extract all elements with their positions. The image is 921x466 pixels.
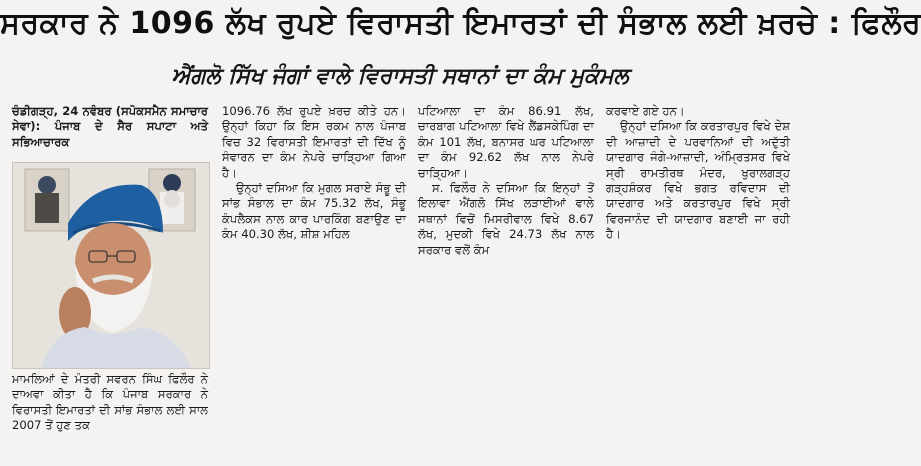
subheadline: ਐਂਗਲੋ ਸਿੱਖ ਜੰਗਾਂ ਵਾਲੇ ਵਿਰਾਸਤੀ ਸਥਾਨਾਂ ਦਾ ਕੰਮ ਮੁਕੰਮਲ: [171, 64, 629, 89]
paragraph: ਪਟਿਆਲਾ ਦਾ ਕੰਮ 86.91 ਲੱਖ, ਚਾਰਬਾਗ ਪਟਿਆਲਾ ਵਿਖੇ ਲੈਂਡਸਕੇਪਿੰਗ ਦਾ ਕੰਮ 101 ਲੱਖ, ਬਨਾਸਰ ਘਰ ਪਟਿਆਲਾ ਦਾ ਕੰਮ 92.62 ਲੱਖ ਨਾਲ ਨੇਪਰੇ ਚਾੜ੍ਹਿਆ।: [418, 104, 594, 180]
photo-illustration: [13, 163, 209, 368]
paragraph: ਉਨ੍ਹਾਂ ਦਸਿਆ ਕਿ ਮੁਗਲ ਸਰਾਏ ਸੰਭੂ ਦੀ ਸਾਂਭ ਸੰਭਾਲ ਦਾ ਕੰਮ 75.32 ਲੱਖ, ਸੰਭੂ ਕੰਪਲੈਕਸ ਨਾਲ ਕਾਰ ਪਾਰਕਿੰਗ ਬਣਾਉਣ ਦਾ ਕੰਮ 40.30 ਲੱਖ, ਸ਼ੀਸ਼ ਮਹਿਲ: [222, 181, 406, 242]
paragraph: ਸ. ਫਿਲੌਰ ਨੇ ਦਸਿਆ ਕਿ ਇਨ੍ਹਾਂ ਤੋਂ ਇਲਾਵਾ ਐਂਗਲੋ ਸਿੱਖ ਲੜਾਈਆਂ ਵਾਲੇ ਸਥਾਨਾਂ ਵਿਚੋਂ ਮਿਸਰੀਵਾਲ ਵਿਖੇ 8.67 ਲੱਖ, ਮੁਦਕੀ ਵਿਖੇ 24.73 ਲੱਖ ਨਾਲ ਸਰਕਾਰ ਵਲੋਂ ਕੰਮ: [418, 181, 594, 257]
column-4: [606, 104, 790, 464]
column-3: [418, 104, 594, 464]
column-2: [222, 104, 406, 464]
headline: ਸਰਕਾਰ ਨੇ 1096 ਲੱਖ ਰੁਪਏ ਵਿਰਾਸਤੀ ਇਮਾਰਤਾਂ ਦੀ ਸੰਭਾਲ ਲਈ ਖ਼ਰਚੇ : ਫਿਲੌਰ: [0, 6, 921, 41]
dateline-paragraph: ਚੰਡੀਗੜ੍ਹ, 24 ਨਵੰਬਰ (ਸਪੋਕਸਮੈਨ ਸਮਾਚਾਰ ਸੇਵਾ): ਪੰਜਾਬ ਦੇ ਸੈਰ ਸਪਾਟਾ ਅਤੇ ਸਭਿਆਚਾਰਕ: [12, 104, 208, 149]
column-1-continuation: ਮਾਮਲਿਆਂ ਦੇ ਮੰਤਰੀ ਸਵਰਨ ਸਿੰਘ ਫਿਲੌਰ ਨੇ ਦਾਅਵਾ ਕੀਤਾ ਹੈ ਕਿ ਪੰਜਾਬ ਸਰਕਾਰ ਨੇ ਵਿਰਾਸਤੀ ਇਮਾਰਤਾਂ ਦੀ ਸਾਂਭ ਸੰਭਾਲ ਲਈ ਸਾਲ 2007 ਤੋਂ ਹੁਣ ਤਕ: [12, 372, 208, 433]
paragraph: ਉਨ੍ਹਾਂ ਦਸਿਆ ਕਿ ਕਰਤਾਰਪੁਰ ਵਿਖੇ ਦੇਸ਼ ਦੀ ਆਜ਼ਾਦੀ ਦੇ ਪਰਵਾਨਿਆਂ ਦੀ ਅਦੁੱਤੀ ਯਾਦਗਾਰ ਜੰਗੇ-ਆਜ਼ਾਦੀ, ਅੰਮ੍ਰਿਤਸਰ ਵਿਖੇ ਸ੍ਰੀ ਰਾਮਤੀਰਥ ਮੰਦਰ, ਖੁਰਾਲਗੜ੍ਹ ਗੜ੍ਹਸ਼ੰਕਰ ਵਿਖੇ ਭਗਤ ਰਵਿਦਾਸ ਦੀ ਯਾਦਗਾਰ ਅਤੇ ਕਰਤਾਰਪੁਰ ਵਿਖੇ ਸ੍ਰੀ ਵਿਰਜਾਨੰਦ ਦੀ ਯਾਦਗਾਰ ਬਣਾਈ ਜਾ ਰਹੀ ਹੈ।: [606, 119, 790, 242]
paragraph: 1096.76 ਲੱਖ ਰੁਪਏ ਖ਼ਰਚ ਕੀਤੇ ਹਨ। ਉਨ੍ਹਾਂ ਕਿਹਾ ਕਿ ਇਸ ਰਕਮ ਨਾਲ ਪੰਜਾਬ ਵਿਚ 32 ਵਿਰਾਸਤੀ ਇਮਾਰਤਾਂ ਦੀ ਦਿੱਖ ਨੂੰ ਸੰਵਾਰਨ ਦਾ ਕੰਮ ਨੇਪਰੇ ਚਾੜ੍ਹਿਆ ਗਿਆ ਹੈ।: [222, 104, 406, 180]
minister-photo: [12, 162, 210, 369]
paragraph: ਕਰਵਾਏ ਗਏ ਹਨ।: [606, 104, 685, 118]
column-1: [12, 104, 208, 150]
